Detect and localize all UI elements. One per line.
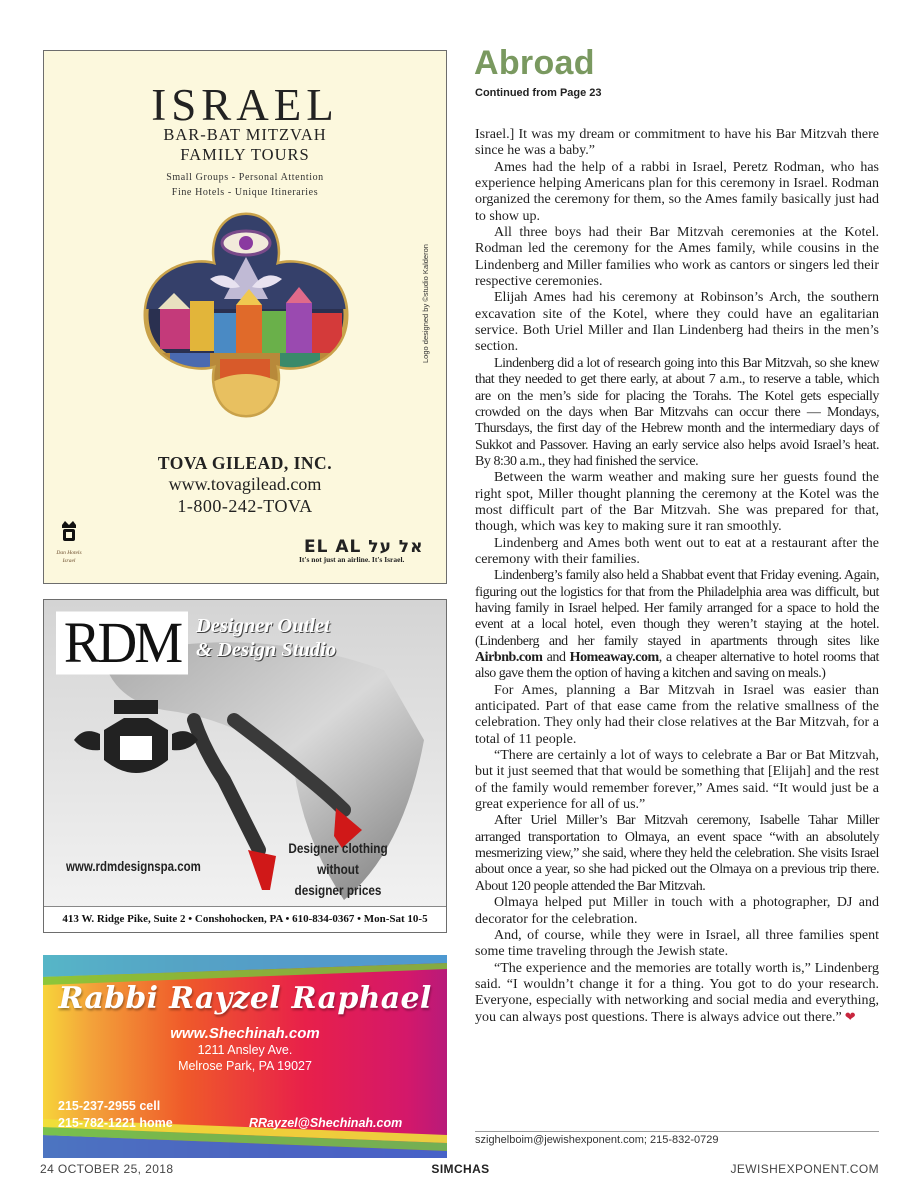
- article-paragraph: For Ames, planning a Bar Mitzvah in Israel was easier than anticipated. Part of that ease came from the relative smallness of the celebration. They only had their close relatives at the Bar Mitzvah, for a total of 11 people.: [475, 682, 879, 747]
- continued-from: [475, 87, 602, 99]
- author-contact[interactable]: szighelboim@jewishexponent.com; 215-832-0729: [475, 1134, 719, 1146]
- section-name: SIMCHAS: [431, 1162, 490, 1176]
- page-number-date: 24 OCTOBER 25, 2018: [40, 1162, 174, 1176]
- article-paragraph: Between the warm weather and making sure her guests found the right spot, Miller thought planning the ceremony at the Kotel was the most difficult part of the Bar Mitzvah. She was prepared for that, though, which was key to making sure it ran smoothly.: [475, 470, 879, 535]
- rdm-title-line1: Designer Outlet: [196, 615, 330, 637]
- article-paragraph: Olmaya helped put Miller in touch with a photographer, DJ and decorator for the celebration.: [475, 895, 879, 927]
- rabbi-raphael-ad[interactable]: [43, 955, 447, 1158]
- ad-company: TOVA GILEAD, INC.: [157, 453, 333, 473]
- rdm-slogan: [271, 838, 405, 901]
- ad-website[interactable]: www.tovagilead.com: [168, 474, 322, 494]
- ad-tagline2: Fine Hotels - Unique Itineraries: [171, 187, 319, 198]
- paragraph-text: and: [542, 650, 570, 665]
- rabbi-phone-home[interactable]: 215-782-1221 home: [58, 1116, 173, 1130]
- rabbi-address1: 1211 Ansley Ave.: [197, 1043, 293, 1057]
- ad-subtitle-line1: BAR-BAT MITZVAH: [163, 125, 327, 144]
- site-url[interactable]: JEWISHEXPONENT.COM: [730, 1162, 879, 1176]
- rabbi-website[interactable]: www.Shechinah.com: [170, 1025, 320, 1042]
- ad-title: ISRAEL: [151, 80, 339, 130]
- rdm-slogan-line2: without: [317, 861, 359, 877]
- rdm-logo: RDM: [56, 612, 188, 675]
- logo-credit: Logo designed by ©studio Kalderon: [421, 244, 430, 363]
- continued-prefix: Continued from: [475, 87, 560, 99]
- airbnb-link[interactable]: Airbnb.com: [475, 650, 543, 665]
- ad-subtitle-line2: FAMILY TOURS: [180, 145, 310, 164]
- paragraph-text: “The experience and the memories are totally worth is,” Lindenberg said. “I wouldn’t change it for a thing. You got to do your research. Everyone, especially with networking and social media and everything, you can always post questions. There is always advice out there.”: [475, 960, 879, 1025]
- rdm-address: 413 W. Ridge Pike, Suite 2 • Conshohocken, PA • 610-834-0367 • Mon-Sat 10-5: [44, 906, 446, 932]
- crown-icon: [60, 519, 78, 543]
- crest-text-line2: Israel: [62, 558, 76, 564]
- ad-subtitle: [44, 125, 446, 165]
- article-paragraph: Lindenberg did a lot of research going into this Bar Mitzvah, so she knew that they needed to get there early, at about 7 a.m., to reserve a table, which are on the men’s side for placing the Torahs. The Kotel gets especially crowded on the days when Bar Mitzvahs can occur there — Mondays, Thursdays, the first day of the Hebrew month and the intermediary days of Sukkot and Passover. Having an early service also helps avoid Israel’s heat. By 8:30 a.m., they had finished the service.: [475, 355, 879, 469]
- rdm-slogan-line3: designer prices: [294, 882, 382, 898]
- article-paragraph: [475, 961, 879, 1026]
- article-headline: Abroad: [474, 44, 595, 82]
- rabbi-phone-cell[interactable]: 215-237-2955 cell: [58, 1099, 161, 1113]
- paragraph-text: Lindenberg’s family also held a Shabbat event that Friday evening. Again, figuring out the logistics for that from the Philadelphia area was difficult, but having family in Israel helped. Her family arranged for a space to hold the event at a local hotel, even though they weren’t staying at the hotel. (Lindenberg and her family stayed in apartments through sites like: [475, 568, 879, 649]
- airline-tagline: It's not just an airline. It's Israel.: [299, 555, 405, 564]
- rabbi-email[interactable]: RRayzel@Shechinah.com: [249, 1116, 403, 1130]
- article-paragraph: After Uriel Miller’s Bar Mitzvah ceremony, Isabelle Tahar Miller arranged transportation to Olmaya, an event space “with an absolutely mesmerizing view,” she said, where they held the celebration. She visits Israel about once a year, so she had picked out the Olmaya on a previous trip there. About 120 people attended the Bar Mitzvah.: [475, 813, 879, 894]
- crest-text-line1: Dan Hotels: [56, 550, 82, 556]
- article-paragraph: And, of course, while they were in Israel, all three families spent some time traveling through the Jewish state.: [475, 927, 879, 960]
- israel-tours-ad[interactable]: [43, 50, 447, 584]
- article-paragraph: Elijah Ames had his ceremony at Robinson’s Arch, the southern excavation site of the Kotel, where they could have an egalitarian service. Both Uriel Miller and Ilan Lindenberg had theirs in the men’s section.: [475, 290, 879, 355]
- rabbi-address2: Melrose Park, PA 19027: [178, 1059, 312, 1073]
- jerusalem-art-logo: [140, 209, 352, 421]
- rdm-title: [196, 614, 336, 662]
- continued-page-link[interactable]: Page 23: [559, 87, 602, 99]
- ad-taglines: [44, 170, 446, 200]
- rdm-website[interactable]: www.rdmdesignspa.com: [66, 858, 201, 874]
- airline-logo: EL AL אל על: [304, 537, 424, 557]
- article-paragraph: Ames had the help of a rabbi in Israel, Peretz Rodman, who has experience helping Americans plan for this ceremony in Israel. Rodman organized the ceremony for them, so the Ames family basically just had to show up.: [475, 159, 879, 224]
- article-paragraph: Israel.] It was my dream or commitment to have his Bar Mitzvah there since he was a baby.”: [475, 127, 879, 159]
- homeaway-link[interactable]: Homeaway.com: [569, 650, 659, 665]
- rdm-designer-outlet-ad[interactable]: [43, 599, 447, 933]
- article-paragraph: All three boys had their Bar Mitzvah ceremonies at the Kotel. Rodman led the ceremony for the Ames family, while cousins in the Lindenberg and Miller families who work as cantors or singers led their respective ceremonies.: [475, 225, 879, 290]
- article-body: [475, 127, 879, 1026]
- ad-phone[interactable]: 1-800-242-TOVA: [177, 496, 313, 516]
- divider: [475, 1131, 879, 1132]
- rdm-slogan-line1: Designer clothing: [288, 840, 388, 856]
- article-paragraph: Lindenberg and Ames both went out to eat at a restaurant after the ceremony with their families.: [475, 535, 879, 567]
- rabbi-name: Rabbi Rayzel Raphael: [58, 981, 432, 1016]
- article-paragraph: “There are certainly a lot of ways to celebrate a Bar or Bat Mitzvah, but it just seemed that that would be something that [Elijah] and the rest of the family would remember forever,” Ames said. “It would just be a great experience for all of us.”: [475, 748, 879, 813]
- ad-tagline1: Small Groups - Personal Attention: [166, 172, 324, 183]
- rdm-title-line2: & Design Studio: [196, 639, 337, 661]
- paragraph-text: , a cheaper alternative to hotel rooms that also gave them the option of having a kitchen and saving on meals.): [475, 650, 879, 682]
- article-paragraph: [475, 568, 879, 682]
- heart-icon: ❤: [844, 1009, 856, 1025]
- hotel-crest-logo: [56, 519, 82, 571]
